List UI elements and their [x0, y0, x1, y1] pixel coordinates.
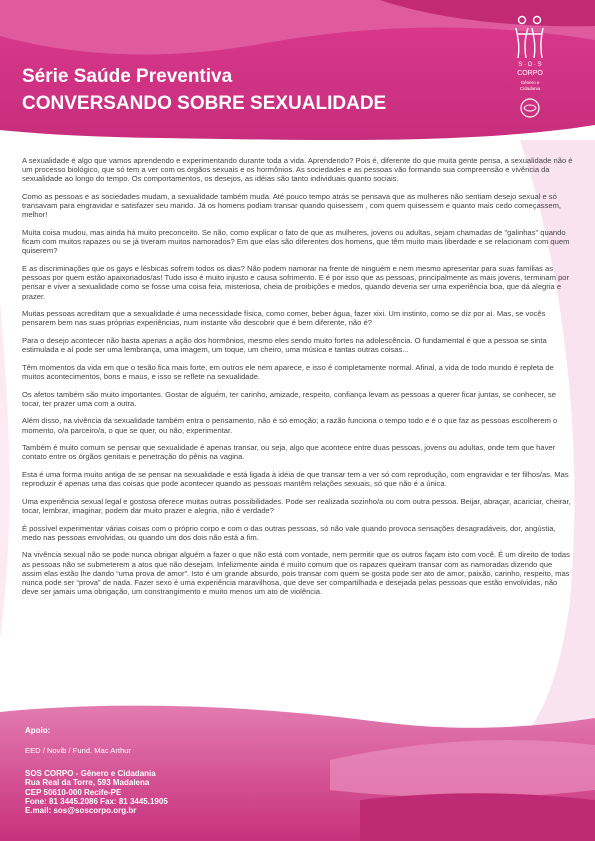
org-cep: CEP 50610-000 Recife-PE — [25, 787, 122, 797]
paragraph-13: É possível experimentar várias coisas com o próprio corpo e com o das outras pessoas, só não vale quando provoca sensações desagradáveis, dor, angústia, medo nas pessoas envolvidas, ou quando um dos dois não está a fim. — [22, 523, 556, 542]
logo-line-4: Cidadania — [519, 86, 541, 91]
supporters-list: EED / Novib / Fund. Mac Arthur — [25, 746, 131, 755]
footer — [25, 726, 345, 815]
org-address: Rua Real da Torre, 593 Madalena — [25, 778, 150, 788]
paragraph-9: Além disso, na vivência da sexualidade também entra o pensamento, não é só emoção; a razão funciona o tempo todo e é o que faz as pessoas escolherem o momento, o/a parceiro/a, o que se quer, ou não, experimentar. — [22, 416, 558, 435]
org-name: SOS CORPO - Gênero e Cidadania — [25, 769, 156, 778]
apoio-label: Apoio: — [25, 726, 51, 735]
paragraph-3: Muita coisa mudou, mas ainda há muito preconceito. Se não, como explicar o fato de que as mulheres, jovens ou adultas, sejam chamadas de "galinhas" quando ficam com muitos rapazes ou se já tiveram muitos namorados? Em que elas são diferentes dos homens, que têm muito mais liberdade e se relacionam com quem quiserem? — [22, 228, 570, 256]
sos-corpo-logo — [512, 14, 548, 124]
left-swoosh — [0, 300, 9, 640]
org-phone: Fone: 81 3445.2086 Fax: 81 3445.1905 — [25, 796, 168, 806]
paragraph-1: A sexualidade é algo que vamos aprendendo e experimentando durante toda a vida. Aprendendo? Pois é, diferente do que muita gente pensa, a sexualidade não é um processo biológico, que só tem a ver com os órgãos sexuais e os hormônios. As sociedades e as pessoas vão formando sua compreensão e vivência da sexualidade ao longo do tempo. Os comportamentos, os desejos, as idéias são tanto individuais quanto sociais. — [22, 156, 573, 184]
paragraph-11: Esta é uma forma muito antiga de se pensar na sexualidade e está ligada à idéia de que transar tem a ver só com reprodução, com engravidar e ter filhos/as. Mas reproduzir é apenas uma das coisas que pode acontecer quando as pessoas mantêm relações sexuais, só que não é a única. — [22, 469, 569, 489]
paragraph-14: Na vivência sexual não se pode nunca obrigar alguém a fazer o que não está com vontade, nem permitir que os outros façam isto com você. É um direito de todas as pessoas não se submeterem a atos que não desejam. Infelizmente ainda é muito comum que os rapazes queiram transar com as namoradas dizendo que assim elas estão lhe dando “uma prova de amor”. Isto é um grande absurdo, pois transar com quem se gosta pode ser ato de amor, paixão, carinho, respeito, mas nunca pode ser “prova” de nada. Fazer sexo é uma experiência maravilhosa, que deve ser compartilhada e desejada pelas pessoas que estão envolvidas, não deve ser jamais uma obrigação, um constrangimento e muito menos um ato de violência. — [22, 550, 570, 597]
org-email[interactable]: E.mail: sos@soscorpo.org.br — [25, 806, 137, 816]
logo-line-2: CORPO — [517, 70, 543, 77]
series-title: Série Saúde Preventiva — [22, 66, 233, 87]
article-body — [22, 156, 574, 605]
paragraph-12: Uma experiência sexual legal e gostosa oferece muitas outras possibilidades. Pode ser realizada sozinho/a ou com outra pessoa. Beijar, abraçar, acariciar, cheirar, tocar, lembrar, imaginar, podem dar muito prazer e alegria, não é verdade? — [22, 496, 571, 515]
figures-logo-icon — [512, 14, 548, 60]
paragraph-5: Muitas pessoas acreditam que a sexualidade é uma necessidade física, como comer, beber água, fazer xixi. Um instinto, como se diz por aí. Mas, se vocês pensarem bem nas suas próprias experiências, num instante vão descobrir que é bem diferente, não é? — [22, 309, 546, 328]
paragraph-10: Também é muito comum se pensar que sexualidade é apenas transar, ou seja, algo que acontece entre duas pessoas, jovens ou adultas, onde tem que haver contato entre os órgãos genitais e penetração do pênis na vagina. — [22, 443, 556, 462]
paragraph-7: Têm momentos da vida em que o tesão fica mais forte, em outros ele nem aparece, e isso é completamente normal. Afinal, a vida de todo mundo é repleta de muitos acontecimentos, bons e maus, e isso se reflete na sexualidade. — [22, 362, 554, 381]
paragraph-4: E as discriminações que os gays e lésbicas sofrem todos os dias? Não podem namorar na frente de ninguém e nem mesmo apresentar para suas famílias as pessoas por quem estão apaixonados/as! Tudo isso é muito injusto e causa sofrimento. E é por isso que as pessoas, principalmente as mais jovens, terminam por pensar e viver a sexualidade como se fosse uma coisa feia, misteriosa, cheia de proibições e medos, quando deveria ser uma experiência boa, que dá alegria e prazer. — [22, 264, 570, 301]
paragraph-6: Para o desejo acontecer não basta apenas a ação dos hormônios, mesmo eles sendo muito fortes na adolescência. O fundamental é que a pessoa se sinta estimulada e aí pode ser uma lembrança, uma imagem, um toque, um cheiro, uma música e tantas outras coisas... — [22, 336, 547, 355]
logo-line-1: S · O · S — [518, 62, 542, 68]
footer-wave-dark — [360, 793, 595, 841]
paragraph-8: Os afetos também são muito importantes. Gostar de alguém, ter carinho, amizade, respeito, confiança levam as pessoas a querer ficar juntas, se conhecer, se tocar, ter prazer uma com a outra. — [22, 389, 556, 408]
logo-line-3: Gênero e — [520, 80, 540, 85]
paragraph-2: Como as pessoas e as sociedades mudam, a sexualidade também muda. Até pouco tempo atrás se pensava que as mulheres não sentiam desejo sexual e só transavam para engravidar e satisfazer seu marido. Já os homens podiam transar quando quisessem , com quem quisessem e quanto mais cedo começassem, melhor! — [22, 192, 562, 220]
page-title: CONVERSANDO SOBRE SEXUALIDADE — [22, 93, 387, 114]
circle-emblem-icon — [512, 96, 548, 122]
header — [0, 0, 595, 145]
